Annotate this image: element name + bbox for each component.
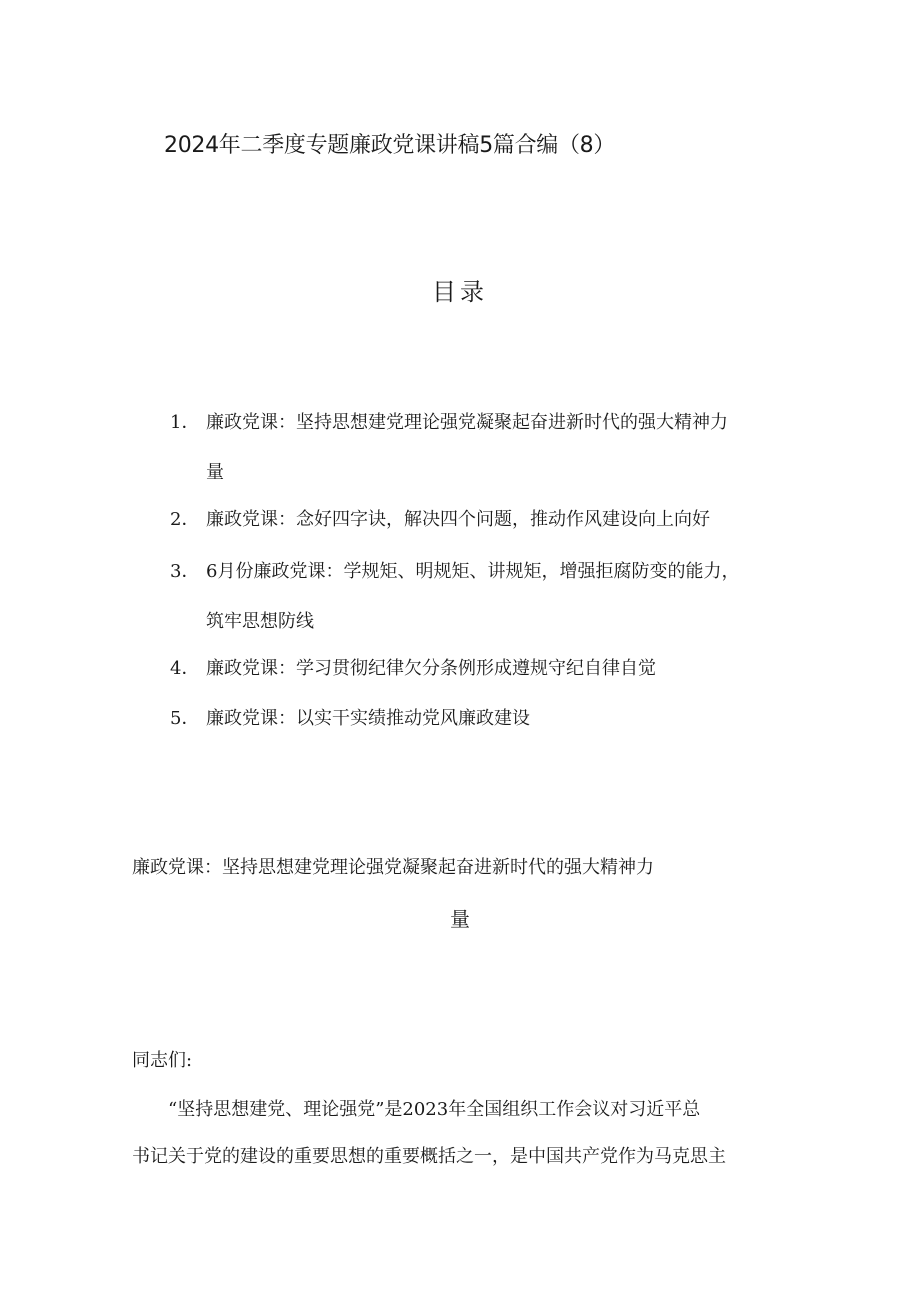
- toc-item-line: 筑牢思想防线: [206, 611, 314, 632]
- salutation: 同志们:: [132, 1050, 193, 1071]
- toc-item-number: 2．: [170, 509, 200, 530]
- toc-item-1[interactable]: [170, 410, 810, 486]
- toc-item-text: [206, 559, 830, 635]
- toc-item-text: [206, 410, 810, 486]
- toc-item-2[interactable]: [170, 507, 810, 533]
- toc-item-line: 廉政党课：念好四字诀，解决四个问题，推动作风建设向上向好: [206, 509, 710, 530]
- toc-item-number: 5．: [170, 708, 200, 729]
- toc-item-line: 廉政党课：坚持思想建党理论强党凝聚起奋进新时代的强大精神力: [206, 412, 728, 433]
- body-paragraph-line: “坚持思想建党、理论强党”是2023年全国组织工作会议对习近平总: [168, 1099, 701, 1120]
- toc-item-number: 4．: [170, 658, 200, 679]
- toc-item-number: 1．: [170, 412, 200, 433]
- toc-item-line: 量: [206, 462, 224, 483]
- section-title-continuation: 量: [450, 907, 470, 931]
- toc-item-text: [206, 507, 810, 533]
- toc-heading: 目录: [432, 278, 488, 306]
- toc-item-line: 廉政党课：学习贯彻纪律欠分条例形成遵规守纪自律自觉: [206, 658, 656, 679]
- toc-item-3[interactable]: [170, 559, 830, 635]
- toc-item-5[interactable]: [170, 706, 810, 732]
- toc-item-line: 6月份廉政党课：学规矩、明规矩、讲规矩，增强拒腐防变的能力，: [206, 561, 740, 582]
- toc-item-text: [206, 706, 810, 732]
- body-paragraph-line: 书记关于党的建设的重要思想的重要概括之一，是中国共产党作为马克思主: [132, 1146, 726, 1167]
- toc-item-text: [206, 656, 810, 682]
- section-title: 廉政党课：坚持思想建党理论强党凝聚起奋进新时代的强大精神力: [132, 857, 654, 878]
- toc-item-line: 廉政党课：以实干实绩推动党风廉政建设: [206, 708, 530, 729]
- toc-item-4[interactable]: [170, 656, 810, 682]
- toc-item-number: 3．: [170, 561, 200, 582]
- document-title: 2024年二季度专题廉政党课讲稿5篇合编（8）: [164, 133, 616, 158]
